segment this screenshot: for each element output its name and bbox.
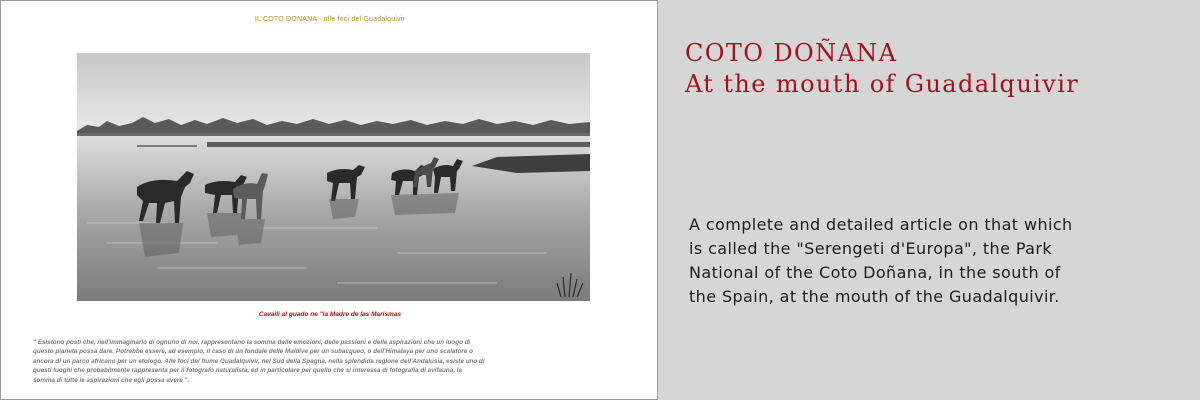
panel-title [685, 38, 1079, 100]
article-intro-line: questi luoghi che probabilmente rappresenta per il fotografo naturalista, ed in particolare per quello che si interessa di fotografia di avifauna, la [33, 367, 462, 375]
article-intro-line: somma di tutte le aspirazioni che egli possa avere ". [33, 376, 190, 384]
panel-description-line: National of the Coto Doñana, in the south of [689, 263, 1061, 282]
panel-description-line: A complete and detailed article on that which [689, 215, 1073, 234]
article-intro-line: questo pianeta possa dare. Potrebbe essere, ad esempio, il caso di un fondale delle Maldive per un subacqueo, o dell'Himalaya per uno scalatore o [33, 348, 473, 356]
panel-description-line: the Spain, at the mouth of the Guadalquivir. [689, 287, 1060, 306]
panel-description-line: is called the "Serengeti d'Europa", the Park [689, 239, 1052, 258]
info-panel [658, 0, 1200, 400]
horses-photo [77, 53, 590, 301]
article-title: IL COTO DONANA - alle foci del Guadalquivir [254, 16, 406, 23]
horses-photo-image [77, 53, 590, 301]
photo-caption: Cavalli al guado ne "la Madre de las Marismas [258, 311, 402, 318]
panel-title-line: At the mouth of Guadalquivir [685, 70, 1080, 98]
article-intro [33, 338, 637, 385]
article-intro-line: ancora di un parco africano per un etologo. Alle foci del fiume Guadalquivir, nel Sud della Spagna, nella splendida regione dell'Andalusia, esiste uno di [33, 357, 485, 365]
panel-description [689, 213, 1189, 309]
article-intro-line: " Esistono posti che, nell'immaginario di ognuno di noi, rappresentano la somma delle emozioni, delle passioni e delle aspirazioni che un luogo di [33, 339, 471, 346]
panel-title-line: COTO DOÑANA [685, 39, 898, 67]
